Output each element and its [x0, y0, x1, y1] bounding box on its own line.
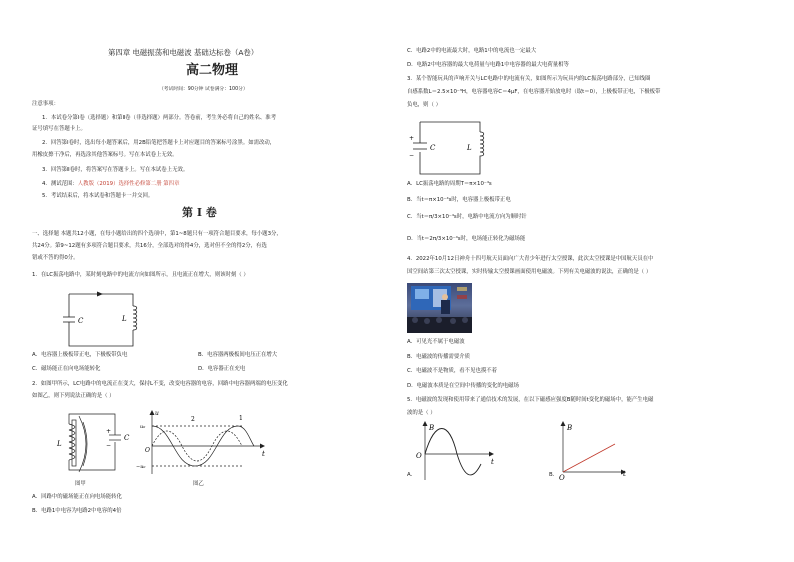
q4-option-d: D．电磁波本质是在空间中传播的变化的电磁场	[407, 383, 519, 389]
q2-option-d: D．电路2中电容器的最大电荷量与电路1中电容器的最大电荷量相等	[407, 62, 569, 68]
q2-fig-left-label-l: L	[57, 440, 62, 448]
q2-label-u: u	[155, 410, 159, 417]
q5a-axis-t-arrow	[489, 452, 494, 457]
instructions-line-2: 共24分。第9~12题有多项符合题目要求，共16分，全部选对的得4分，选对但不全的得2分，有选	[32, 243, 267, 249]
q2-label-curve-1: 1	[239, 415, 243, 422]
q2-label-neg-u0: −u₀	[136, 464, 146, 470]
q2-field-lines	[79, 416, 87, 472]
q3-circuit-diagram	[410, 118, 495, 178]
q3-option-a: A．LC振荡电路的周期T＝π×10⁻⁴s	[407, 181, 492, 187]
q5-graph-b	[549, 422, 639, 482]
q2-label-t: t	[262, 450, 265, 458]
q3-label-l: L	[467, 144, 472, 152]
q5a-axis-b-arrow	[423, 421, 428, 426]
q4-photo-person-body	[441, 300, 450, 314]
q2-figure-right	[138, 410, 273, 480]
q5-option-b-label: B．	[549, 472, 559, 478]
q1-current-arrow	[97, 292, 103, 297]
q3-label-minus: −	[409, 152, 415, 159]
q4-photo-audience-1	[412, 317, 418, 323]
q2-fig-left-plus: +	[106, 428, 112, 435]
q4-classroom-photo	[407, 283, 472, 333]
q3-option-b: B．当t＝π×10⁻⁴s时，电容器上极板带正电	[407, 197, 511, 203]
q4-photo-screen-glow	[415, 289, 429, 299]
q2-label-curve-2: 2	[191, 416, 195, 423]
q4-photo-illustration	[407, 283, 472, 333]
subject-title: 高二物理	[186, 63, 239, 78]
q3-option-d: D．当t＝2π/3×10⁻⁴s时，电场能正转化为磁场能	[407, 236, 526, 242]
q3-stem-3: 负电，则（ ）	[407, 102, 442, 108]
q2-option-c: C．电路2中的电流最大时，电路1中的电流也一定最大	[407, 48, 537, 54]
q5b-label-o: O	[559, 474, 565, 482]
notice-scope: 人教版（2019）选择性必修第二册 第四章	[77, 181, 180, 187]
section-title: 第 Ⅰ 卷	[182, 206, 217, 219]
q4-stem-2: 国空间站第三次太空授课，实时传输太空授课画面使用电磁波。下列有关电磁波的说法，正确的是（ ）	[407, 269, 652, 275]
q5a-label-b: B	[429, 424, 435, 432]
q1-option-c: C．磁场能正在向电场能转化	[32, 366, 101, 372]
q5b-axis-b-arrow	[561, 421, 566, 426]
instructions-line-1: 一、选择题 本题共12小题，在每小题给出的四个选项中，第1~8题只有一项符合题目要求，每小题3分，	[32, 231, 282, 237]
q2-figure-left	[55, 410, 140, 480]
q3-stem-2: 自感系数L＝2.5×10⁻³H，电容器电容C＝4μF，在电容器开始放电时（取t＝0），上极板带正电，下极板带	[407, 89, 661, 95]
notice-item-5: 5．考试结束后，将本试卷和答题卡一并交回。	[42, 193, 154, 199]
q5-graph-a	[407, 422, 497, 482]
q4-photo-light-1	[457, 287, 467, 291]
q3-label-plus: +	[409, 135, 415, 142]
q5a-label-t: t	[491, 458, 494, 466]
q1-stem: 1．在LC振荡电路中，某时刻电路中的电流方向如图所示，且电流正在增大，则该时刻（ ）	[32, 272, 249, 278]
notice-item-1: 1．本试卷分第Ⅰ卷（选择题）和第Ⅱ卷（非选择题）两部分。答卷前，考生务必将自己的姓名、准考	[42, 115, 277, 121]
q5-option-a-label: A．	[407, 472, 417, 478]
notice-item-1b: 证号填写在答题卡上。	[32, 126, 86, 132]
notice-item-2: 2．回答第Ⅰ卷时，选出每小题答案后，用2B铅笔把答题卡上对应题目的答案标号涂黑。如需改动，	[42, 140, 276, 146]
q5a-curve	[425, 429, 481, 475]
q1-label-c: C	[78, 317, 84, 325]
q4-option-c: C．电磁波不是物质，看不见也摸不着	[407, 368, 498, 374]
q4-photo-audience-4	[450, 318, 456, 324]
q3-option-c: C．当t＝π/3×10⁻⁴s时，电路中电流方向为顺时针	[407, 214, 527, 220]
q3-stem-1: 3．某个智能玩具的声响开关与LC电路中的电流有关，如图所示为玩具内的LC振荡电路部分，已知线圈	[407, 76, 651, 82]
q5b-label-b: B	[567, 424, 573, 432]
q4-photo-audience-2	[424, 318, 430, 324]
q1-wire-top	[69, 294, 133, 306]
q2-option-b: B．电路1中电容为电路2中电容的4倍	[32, 508, 122, 514]
q4-option-b: B．电磁波的传播需要介质	[407, 354, 470, 360]
q1-wire-right-bottom	[69, 322, 133, 346]
q5-stem-1: 5．电磁波的发现和使用带来了通信技术的发展，在以下磁感应强度B随时间t变化的磁场中，能产生电磁	[407, 397, 654, 403]
q4-option-a: A．可见光不属于电磁波	[407, 339, 465, 345]
q2-stem-1: 2．如图甲所示，LC电路中的电流正在变大，保持L不变，改变电容器的电容，回路中电容器两端的电压变化	[32, 381, 288, 387]
q1-option-d: D．电容器正在充电	[198, 366, 246, 372]
q2-axis-u-arrow	[150, 410, 155, 415]
q1-circuit-diagram	[55, 290, 145, 350]
instructions-line-3: 错或不答的得0分。	[32, 255, 79, 261]
exam-info: （考试时间：90分钟 试卷满分：100分）	[159, 87, 248, 92]
q2-axis-t-arrow	[260, 444, 265, 449]
q4-stem-1: 4．2022年10月12日神舟十四号航天员面向广大青少年进行太空授课，此次太空授课是中国航天员在中	[407, 256, 654, 262]
q5a-label-o: O	[416, 452, 422, 460]
q5b-label-t: t	[623, 470, 626, 478]
q2-option-a: A．回路中的磁场能正在向电场能转化	[32, 494, 122, 500]
q1-inductor	[133, 306, 137, 330]
q1-label-l: L	[122, 315, 127, 323]
notice-item-2b: 用橡皮擦干净后，再选涂其他答案标号。写在本试卷上无效。	[32, 152, 178, 158]
q1-option-a: A．电容器上极板带正电，下极板带负电	[32, 352, 128, 358]
q4-photo-person-head	[442, 294, 448, 300]
notice-scope-label: 4．测试范围：	[42, 181, 78, 187]
q4-photo-audience-3	[436, 317, 442, 323]
q3-label-c: C	[430, 144, 436, 152]
q2-fig-right-caption: 图乙	[193, 481, 204, 487]
notice-item-4	[42, 181, 179, 188]
q2-fig-left-label-c: C	[124, 434, 130, 442]
notice-heading: 注意事项：	[32, 101, 59, 107]
q2-label-o: O	[145, 447, 150, 454]
q1-option-b: B．电容器两极板间电压正在增大	[198, 352, 278, 358]
q5-stem-2: 波的是（ ）	[407, 410, 436, 416]
notice-item-3: 3．回答第Ⅱ卷时，将答案写在答题卡上。写在本试卷上无效。	[42, 167, 189, 173]
q2-label-u0: u₀	[140, 424, 146, 430]
q5b-line	[563, 444, 615, 472]
chapter-title: 第四章 电磁振荡和电磁波 基础达标卷（A卷）	[108, 48, 259, 57]
q2-stem-2: 如图乙，则下列说法正确的是（ ）	[32, 393, 115, 399]
q4-photo-audience-5	[462, 317, 468, 323]
q4-photo-light-2	[457, 295, 467, 299]
q2-fig-left-minus: −	[106, 442, 112, 449]
q3-inductor	[480, 132, 484, 158]
q2-fig-left-caption: 图甲	[75, 481, 86, 487]
